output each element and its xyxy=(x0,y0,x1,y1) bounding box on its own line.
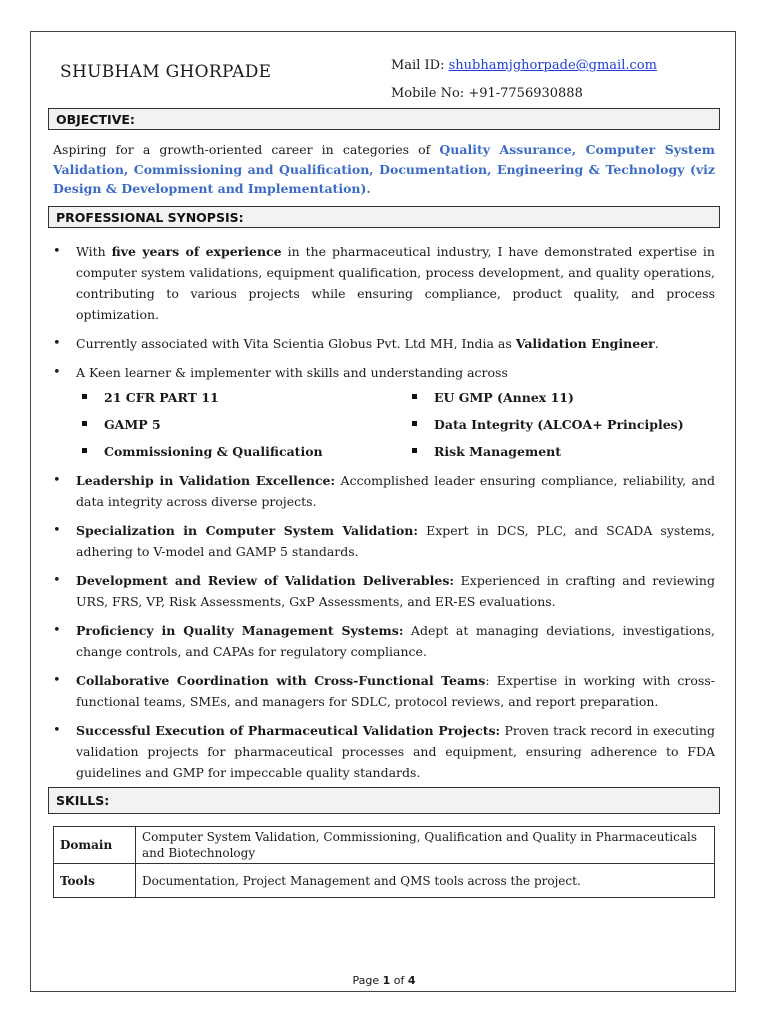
objective-lead: Aspiring for a growth-oriented career in categories of xyxy=(53,142,440,157)
text: . xyxy=(654,336,659,351)
synopsis-bullet xyxy=(53,670,715,712)
sub-list-item: 21 CFR PART 11 xyxy=(53,387,383,408)
text-bold: Successful Execution of Pharmaceutical Validation Projects: xyxy=(76,723,501,738)
synopsis-bullet xyxy=(53,620,715,662)
text: Experienced in crafting and reviewing URS, FRS, VP, Risk Assessments, GxP Assessments, and ER-ES evaluations. xyxy=(76,573,715,609)
objective-heading: OBJECTIVE: xyxy=(48,108,720,130)
text-bold: Proficiency in Quality Management Systems: xyxy=(76,623,404,638)
skill-key: Tools xyxy=(54,864,136,898)
sub-list-item: Data Integrity (ALCOA+ Principles) xyxy=(383,414,713,435)
page-total: 4 xyxy=(407,974,416,987)
sub-list-item: Commissioning & Qualification xyxy=(53,441,383,462)
text: Adept at managing deviations, investigations, change controls, and CAPAs for regulatory compliance. xyxy=(76,623,715,659)
text-bold: Specialization in Computer System Validation: xyxy=(76,523,419,538)
synopsis-bullet: • A Keen learner & implementer with skills and understanding across xyxy=(53,362,715,383)
mobile-line: Mobile No: +91-7756930888 xyxy=(391,86,583,101)
objective-end: . xyxy=(366,181,371,196)
skills-heading: SKILLS: xyxy=(48,787,720,814)
contact-block xyxy=(391,52,657,108)
page-current: 1 xyxy=(382,974,391,987)
text-bold: five years of experience xyxy=(111,244,282,259)
table-row xyxy=(54,827,715,864)
text: in the pharmaceutical industry, I have demonstrated expertise in computer system validations, equipment qualification, process development, and quality operations, contributing to various projects while ensuring compliance, product quality, and process optimization. xyxy=(76,244,715,322)
skill-key: Domain xyxy=(54,827,136,864)
sub-list-item: GAMP 5 xyxy=(53,414,383,435)
skills-sub-list xyxy=(53,387,715,462)
sub-list-item: Risk Management xyxy=(383,441,713,462)
sub-list-item: EU GMP (Annex 11) xyxy=(383,387,713,408)
text: Expert in DCS, PLC, and SCADA systems, adhering to V-model and GAMP 5 standards. xyxy=(76,523,715,559)
synopsis-bullet xyxy=(53,570,715,612)
synopsis-bullet xyxy=(53,241,715,325)
synopsis-heading: PROFESSIONAL SYNOPSIS: xyxy=(48,206,720,228)
skill-value: Documentation, Project Management and QMS tools across the project. xyxy=(136,864,715,898)
synopsis-bullet xyxy=(53,520,715,562)
text-bold: Validation Engineer xyxy=(515,336,655,351)
objective-text xyxy=(53,140,715,199)
text: Proven track record in executing validation projects for pharmaceutical processes and equipment, ensuring adherence to FDA guidelines and GMP for impeccable quality standards. xyxy=(76,723,715,780)
email-link[interactable]: shubhamjghorpade@gmail.com xyxy=(448,58,657,73)
mail-label: Mail ID: xyxy=(391,58,445,73)
of-label: of xyxy=(393,974,405,987)
objective-highlight: Quality Assurance, Computer System Validation, Commissioning and Qualification, Documentation, Engineering & Technology (viz Design & Development and Implementation) xyxy=(53,142,715,196)
synopsis-list xyxy=(53,241,715,791)
text: Currently associated with Vita Scientia Globus Pvt. Ltd MH, India as xyxy=(76,336,516,351)
page-footer xyxy=(0,974,768,987)
table-row xyxy=(54,864,715,898)
text: : Expertise in working with cross-functional teams, SMEs, and managers for SDLC, protocol reviews, and report preparation. xyxy=(76,673,715,709)
synopsis-bullet xyxy=(53,720,715,783)
skill-value: Computer System Validation, Commissioning, Qualification and Quality in Pharmaceuticals and Biotechnology xyxy=(136,827,715,864)
text-bold: Development and Review of Validation Deliverables: xyxy=(76,573,455,588)
synopsis-bullet xyxy=(53,333,715,354)
candidate-name: SHUBHAM GHORPADE xyxy=(60,62,272,82)
page-label: Page xyxy=(352,974,380,987)
text: Accomplished leader ensuring compliance, reliability, and data integrity across diverse projects. xyxy=(76,473,715,509)
text-bold: Collaborative Coordination with Cross-Functional Teams xyxy=(76,673,486,688)
text-bold: Leadership in Validation Excellence: xyxy=(76,473,336,488)
mail-line xyxy=(391,52,657,80)
text: With xyxy=(76,244,112,259)
skills-table xyxy=(53,826,715,898)
synopsis-bullet xyxy=(53,470,715,512)
